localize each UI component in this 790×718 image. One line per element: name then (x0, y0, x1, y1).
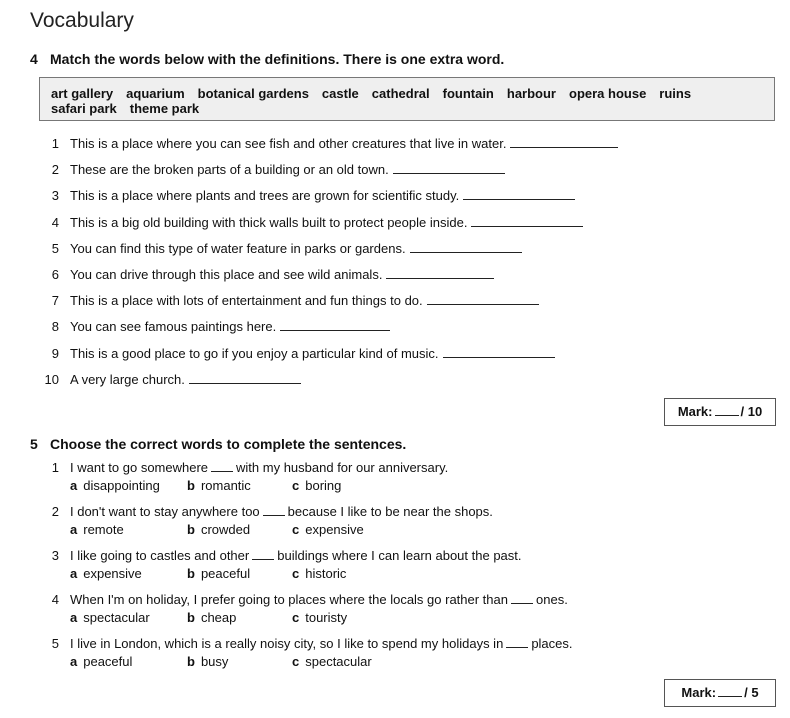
answer-option[interactable] (187, 653, 228, 671)
word-bank-word: botanical gardens (197, 86, 309, 101)
definition-text: You can find this type of water feature in parks or gardens. (70, 240, 406, 256)
word-bank-word: fountain (442, 86, 494, 101)
answer-blank[interactable] (386, 266, 494, 279)
answer-gap[interactable] (211, 459, 233, 472)
option-letter: c (292, 522, 300, 537)
option-letter: a (70, 566, 78, 581)
item-number: 5 (51, 636, 59, 651)
word-bank-word: art gallery (51, 86, 114, 101)
definition-item (39, 240, 522, 258)
answer-blank[interactable] (410, 240, 522, 253)
question-stem (39, 635, 573, 653)
option-text: crowded (200, 522, 251, 537)
definition-item (39, 266, 494, 284)
mark-total: / 5 (744, 685, 759, 700)
answer-option[interactable] (187, 477, 251, 495)
word-bank-word: theme park (129, 101, 200, 116)
definition-item (39, 187, 575, 205)
answer-option[interactable] (187, 565, 250, 583)
question-text-before: I live in London, which is a really noisy city, so I like to spend my holidays in (70, 636, 504, 651)
answer-gap[interactable] (506, 635, 528, 648)
answer-option[interactable] (292, 565, 346, 583)
item-number: 4 (51, 592, 59, 607)
item-number: 3 (51, 548, 59, 563)
section-5-heading (30, 436, 406, 452)
option-letter: c (292, 566, 300, 581)
answer-blank[interactable] (189, 371, 301, 384)
definition-text: This is a big old building with thick walls built to protect people inside. (70, 214, 468, 230)
answer-blank[interactable] (510, 135, 618, 148)
definition-text: These are the broken parts of a building or an old town. (70, 162, 389, 178)
answer-options (70, 521, 493, 539)
answer-option[interactable] (70, 609, 150, 627)
option-letter: b (187, 522, 195, 537)
answer-options (70, 609, 568, 627)
definition-text: This is a place where you can see fish and other creatures that live in water. (70, 136, 507, 151)
item-number: 1 (51, 460, 59, 475)
definition-text: You can drive through this place and see wild animals. (70, 267, 383, 282)
answer-options (70, 477, 448, 495)
option-text: boring (305, 478, 342, 493)
question-item (39, 503, 493, 539)
question-stem (39, 459, 448, 477)
option-text: busy (200, 654, 229, 669)
answer-option[interactable] (70, 477, 160, 495)
option-text: peaceful (200, 566, 251, 581)
question-text-before: I don't want to stay anywhere too (70, 504, 260, 519)
word-bank-row (51, 101, 774, 116)
option-text: spectacular (83, 610, 150, 625)
item-number: 5 (51, 240, 59, 256)
option-letter: b (187, 566, 195, 581)
section-instruction: Match the words below with the definitions. There is one extra word. (50, 51, 505, 67)
question-stem (39, 591, 568, 609)
answer-option[interactable] (70, 653, 132, 671)
item-number: 3 (51, 188, 59, 204)
word-bank-word: cathedral (371, 86, 430, 101)
answer-option[interactable] (292, 609, 347, 627)
option-text: touristy (305, 610, 348, 625)
option-letter: b (187, 610, 195, 625)
item-number: 2 (51, 504, 59, 519)
word-bank-word: safari park (51, 101, 117, 116)
word-bank-word: harbour (506, 86, 556, 101)
question-text-before: I want to go somewhere (70, 460, 209, 475)
mark-box-section-4 (664, 398, 776, 426)
section-number: 4 (30, 51, 38, 67)
question-item (39, 635, 573, 671)
option-text: remote (83, 522, 124, 537)
option-text: expensive (305, 522, 364, 537)
item-number: 4 (51, 214, 59, 230)
section-number: 5 (30, 436, 38, 452)
answer-options (70, 565, 522, 583)
definition-text: This is a place with lots of entertainment and fun things to do. (70, 293, 423, 309)
question-text-after: because I like to be near the shops. (287, 504, 493, 519)
item-number: 2 (51, 162, 59, 178)
section-4-heading (30, 51, 504, 67)
question-item (39, 459, 448, 495)
mark-total: / 10 (740, 404, 763, 419)
word-bank (39, 77, 775, 121)
answer-option[interactable] (70, 565, 142, 583)
mark-label: Mark: (681, 685, 717, 700)
option-text: expensive (83, 566, 142, 581)
option-letter: b (187, 654, 195, 669)
answer-option[interactable] (292, 653, 372, 671)
word-bank-word: opera house (569, 86, 647, 101)
question-item (39, 547, 522, 583)
item-number: 6 (51, 267, 59, 282)
mark-box-section-5 (664, 679, 776, 707)
definition-text: You can see famous paintings here. (70, 319, 277, 335)
definition-item (39, 371, 301, 389)
option-letter: a (70, 654, 78, 669)
option-text: romantic (200, 478, 251, 493)
answer-gap[interactable] (263, 503, 285, 516)
mark-label: Mark: (677, 404, 713, 419)
answer-option[interactable] (292, 477, 341, 495)
answer-option[interactable] (187, 609, 236, 627)
answer-blank[interactable] (393, 161, 505, 174)
word-bank-row (51, 86, 774, 101)
question-text-before: I like going to castles and other (70, 548, 250, 563)
item-number: 9 (51, 345, 59, 361)
definition-text: This is a place where plants and trees are grown for scientific study. (70, 188, 460, 204)
answer-blank[interactable] (463, 187, 575, 200)
word-bank-word: castle (321, 86, 359, 101)
question-text-before: When I'm on holiday, I prefer going to places where the locals go rather than (70, 592, 508, 607)
question-text-after: ones. (536, 592, 568, 607)
option-letter: c (292, 478, 300, 493)
question-text-after: places. (531, 636, 573, 651)
item-number: 7 (51, 293, 59, 309)
definition-item (39, 318, 390, 336)
definition-item (39, 214, 583, 232)
question-text-after: with my husband for our anniversary. (236, 460, 449, 475)
definition-item (39, 161, 505, 179)
option-letter: a (70, 522, 78, 537)
answer-option[interactable] (292, 521, 364, 539)
item-number: 10 (44, 371, 59, 387)
answer-options (70, 653, 573, 671)
option-text: disappointing (83, 478, 160, 493)
option-text: peaceful (83, 654, 133, 669)
question-text-after: buildings where I can learn about the past. (277, 548, 522, 563)
mark-blank[interactable] (718, 684, 742, 697)
definition-item (39, 292, 539, 310)
answer-gap[interactable] (252, 547, 274, 560)
answer-blank[interactable] (427, 292, 539, 305)
option-letter: c (292, 654, 300, 669)
definition-item (39, 345, 555, 363)
item-number: 1 (51, 136, 59, 151)
definition-item (39, 135, 618, 153)
page-title: Vocabulary (30, 9, 134, 32)
answer-option[interactable] (70, 521, 124, 539)
definition-text: This is a good place to go if you enjoy a particular kind of music. (70, 345, 439, 361)
question-item (39, 591, 568, 627)
option-letter: b (187, 478, 195, 493)
option-letter: a (70, 610, 78, 625)
section-instruction: Choose the correct words to complete the sentences. (50, 436, 407, 452)
option-text: spectacular (305, 654, 372, 669)
definition-text: A very large church. (70, 371, 185, 387)
word-bank-word: aquarium (126, 86, 185, 101)
option-letter: c (292, 610, 300, 625)
answer-blank[interactable] (280, 318, 390, 331)
answer-option[interactable] (187, 521, 250, 539)
question-stem (39, 547, 522, 565)
word-bank-word: ruins (659, 86, 692, 101)
answer-blank[interactable] (471, 214, 583, 227)
answer-blank[interactable] (443, 345, 555, 358)
mark-blank[interactable] (715, 403, 739, 416)
question-stem (39, 503, 493, 521)
option-text: cheap (200, 610, 237, 625)
item-number: 8 (51, 319, 59, 335)
option-letter: a (70, 478, 78, 493)
answer-gap[interactable] (511, 591, 533, 604)
option-text: historic (305, 566, 347, 581)
